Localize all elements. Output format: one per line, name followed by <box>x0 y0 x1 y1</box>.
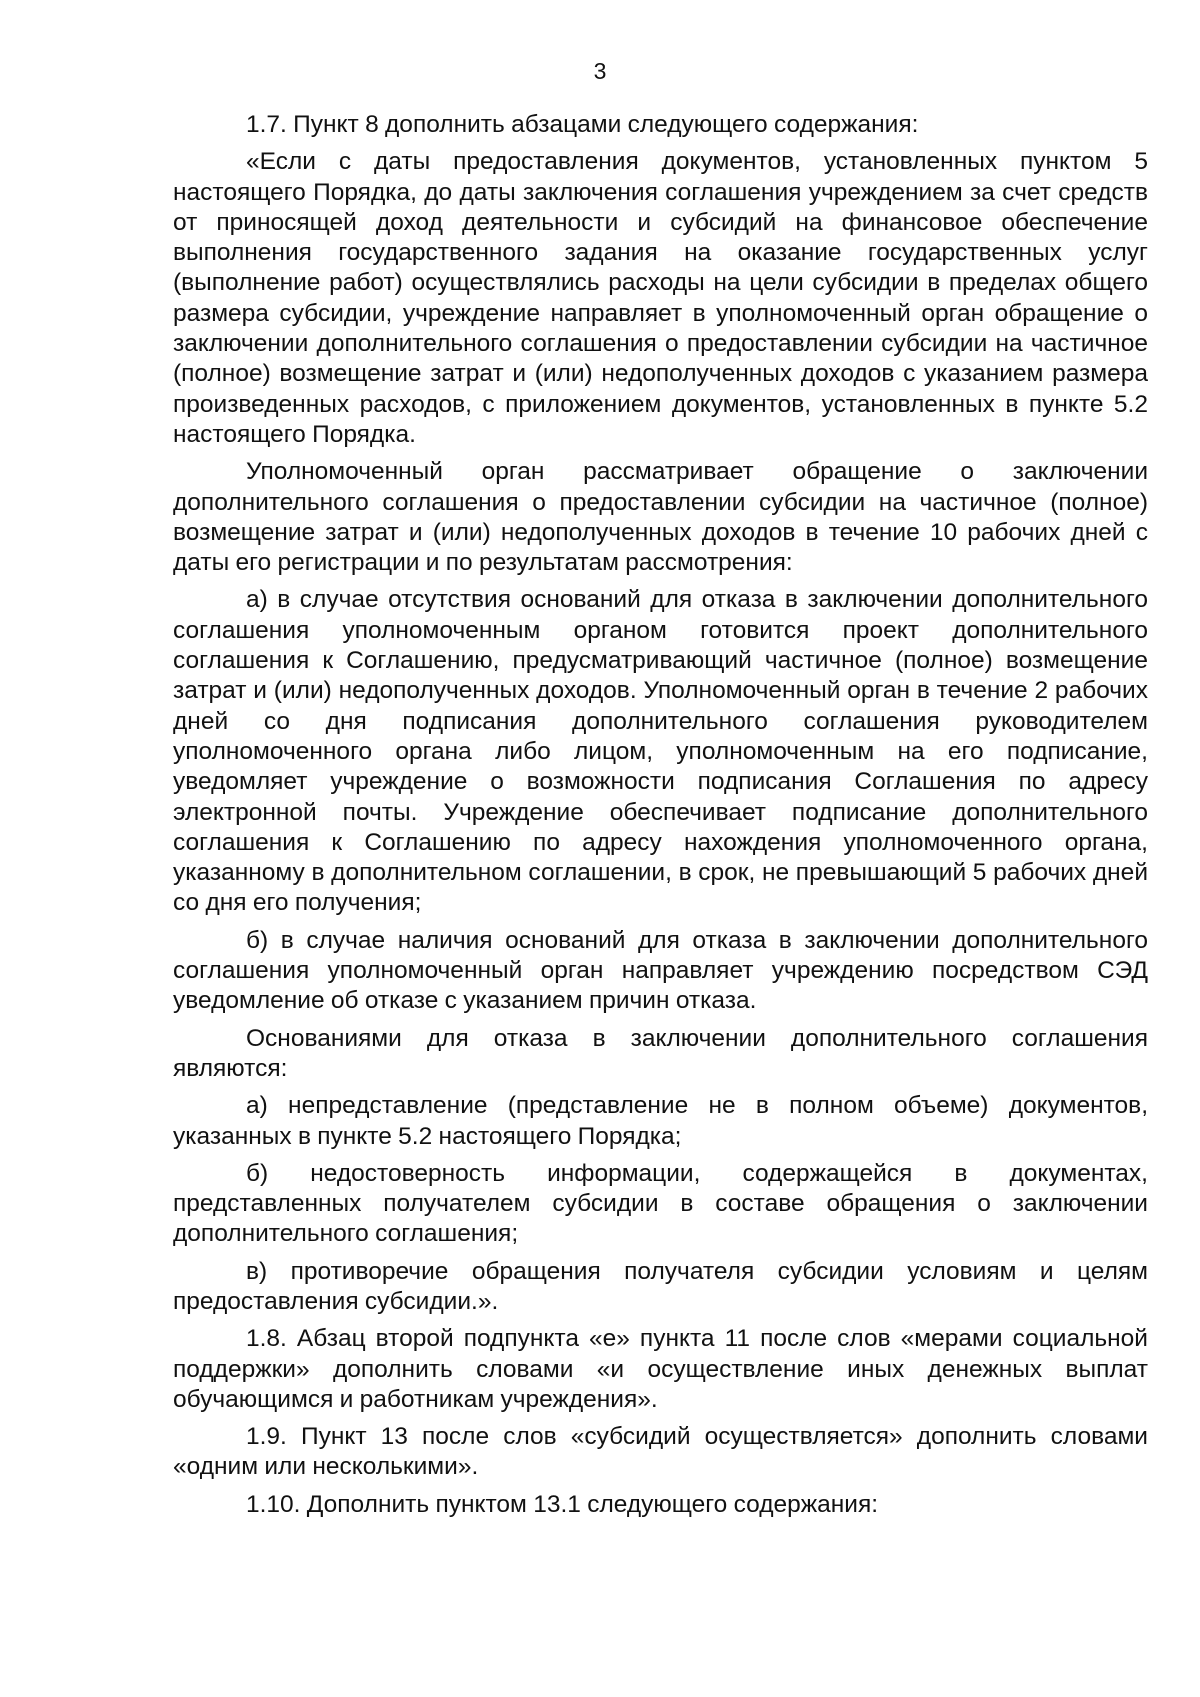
paragraph-1-10: 1.10. Дополнить пунктом 13.1 следующего содержания: <box>246 1490 879 1518</box>
document-body <box>173 110 1148 1527</box>
paragraph-ground-v: в) противоречие обращения получателя субсидии условиям и целям предоставления субсидии.». <box>173 1257 1148 1315</box>
paragraph-grounds: Основаниями для отказа в заключении дополнительного соглашения являются: <box>173 1024 1148 1082</box>
paragraph-1-8: 1.8. Абзац второй подпункта «е» пункта 11 после слов «мерами социальной поддержки» дополнить словами «и осуществление иных денежных выплат обучающимся и работникам учреждения». <box>173 1325 1148 1413</box>
page-number: 3 <box>593 58 607 84</box>
paragraph-1-7: 1.7. Пункт 8 дополнить абзацами следующего содержания: <box>246 111 919 138</box>
paragraph-quote-start: «Если с даты предоставления документов, установленных пунктом 5 настоящего Порядка, до даты заключения соглашения учреждением за счет средств от приносящей доход деятельности и субсидий на финансовое обеспечение выполнения государственного задания на оказание государственных услуг (выполнение работ) осуществлялись расходы на цели субсидии в пределах общего размера субсидии, учреждение направляет в уполномоченный орган обращение о заключении дополнительного соглашения о предоставлении субсидии на частичное (полное) возмещение затрат и (или) недополученных доходов с указанием размера произведенных расходов, с приложением документов, установленных в пункте 5.2 настоящего Порядка. <box>173 148 1148 448</box>
paragraph-item-a: а) в случае отсутствия оснований для отказа в заключении дополнительного соглашения уполномоченным органом готовится проект дополнительного соглашения к Соглашению, предусматривающий частичное (полное) возмещение затрат и (или) недополученных доходов. Уполномоченный орган в течение 2 рабочих дней со дня подписания дополнительного соглашения руководителем уполномоченного органа либо лицом, уполномоченным на его подписание, уведомляет учреждение о возможности подписания Соглашения по адресу электронной почты. Учреждение обеспечивает подписание дополнительного соглашения к Соглашению по адресу нахождения уполномоченного органа, указанному в дополнительном соглашении, в срок, не превышающий 5 рабочих дней со дня его получения; <box>173 586 1148 917</box>
paragraph-1-9: 1.9. Пункт 13 после слов «субсидий осуществляется» дополнить словами «одним или несколькими». <box>173 1423 1148 1481</box>
paragraph-review: Уполномоченный орган рассматривает обращение о заключении дополнительного соглашения о предоставлении субсидии на частичное (полное) возмещение затрат и (или) недополученных доходов в течение 10 рабочих дней с даты его регистрации и по результатам рассмотрения: <box>173 458 1148 577</box>
paragraph-item-b: б) в случае наличия оснований для отказа в заключении дополнительного соглашения уполномоченный орган направляет учреждению посредством СЭД уведомление об отказе с указанием причин отказа. <box>173 926 1148 1015</box>
paragraph-ground-a: а) непредставление (представление не в полном объеме) документов, указанных в пункте 5.2 настоящего Порядка; <box>173 1092 1148 1150</box>
paragraph-ground-b: б) недостоверность информации, содержащейся в документах, представленных получателем субсидии в составе обращения о заключении дополнительного соглашения; <box>173 1159 1148 1248</box>
